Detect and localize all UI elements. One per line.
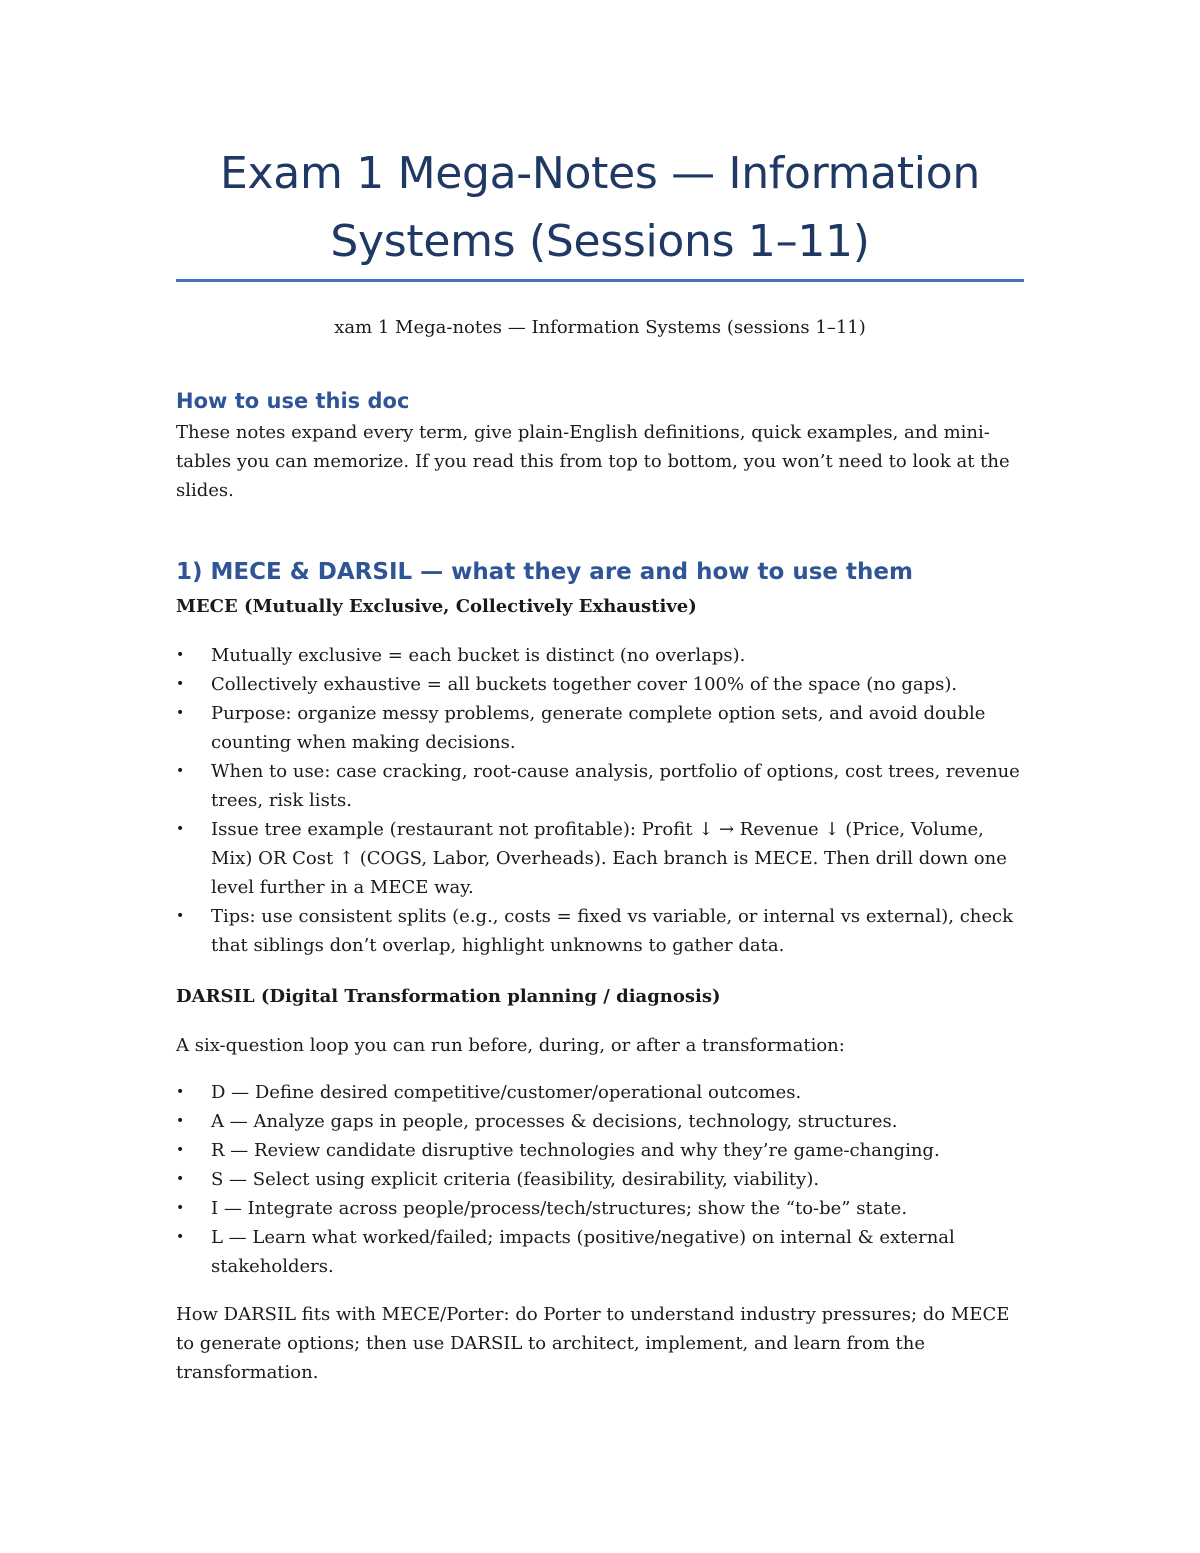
list-item: • Issue tree example (restaurant not profitable): Profit ↓ → Revenue ↓ (Price, Volume, Mix) OR Cost ↑ (COGS, Labor, Overheads). Each branch is MECE. Then drill down one level further in a MECE way. <box>176 815 1024 902</box>
list-item: • Purpose: organize messy problems, generate complete option sets, and avoid double counting when making decisions. <box>176 699 1024 757</box>
bullet-icon: • <box>176 1229 185 1245</box>
bullet-icon: • <box>176 705 185 721</box>
bullet-icon: • <box>176 908 185 924</box>
mece-subheading: MECE (Mutually Exclusive, Collectively Exhaustive) <box>176 596 697 617</box>
document-title <box>176 140 1024 276</box>
list-item: • Mutually exclusive = each bucket is distinct (no overlaps). <box>176 641 1024 670</box>
list-item: • R — Review candidate disruptive technologies and why they’re game-changing. <box>176 1136 1024 1165</box>
bullet-icon: • <box>176 1142 185 1158</box>
section-1-heading: 1) MECE & DARSIL — what they are and how to use them <box>176 559 913 585</box>
darsil-intro-paragraph: A six-question loop you can run before, during, or after a transformation: <box>176 1035 845 1056</box>
how-to-paragraph: These notes expand every term, give plain-English definitions, quick examples, and mini-tables you can memorize. If you read this from top to bottom, you won’t need to look at the slides. <box>176 422 1010 501</box>
darsil-fit-paragraph: How DARSIL fits with MECE/Porter: do Porter to understand industry pressures; do MECE to generate options; then use DARSIL to architect, implement, and learn from the transformation. <box>176 1304 1010 1383</box>
title-underline-divider <box>176 279 1024 282</box>
title-line-2: Systems (Sessions 1–11) <box>330 216 870 267</box>
darsil-bullet-list <box>176 1078 1024 1281</box>
bullet-icon: • <box>176 1084 185 1100</box>
darsil-subheading: DARSIL (Digital Transformation planning / diagnosis) <box>176 986 721 1007</box>
document-subtitle: xam 1 Mega-notes — Information Systems (sessions 1–11) <box>334 317 866 338</box>
list-item: • D — Define desired competitive/customer/operational outcomes. <box>176 1078 1024 1107</box>
bullet-icon: • <box>176 1171 185 1187</box>
list-item: • I — Integrate across people/process/tech/structures; show the “to-be” state. <box>176 1194 1024 1223</box>
title-line-1: Exam 1 Mega-Notes — Information <box>220 148 980 199</box>
list-item: • Tips: use consistent splits (e.g., costs = fixed vs variable, or internal vs external), check that siblings don’t overlap, highlight unknowns to gather data. <box>176 902 1024 960</box>
bullet-icon: • <box>176 1200 185 1216</box>
bullet-icon: • <box>176 821 185 837</box>
list-item: • L — Learn what worked/failed; impacts (positive/negative) on internal & external stakeholders. <box>176 1223 1024 1281</box>
mece-bullet-list <box>176 641 1024 960</box>
list-item: • A — Analyze gaps in people, processes & decisions, technology, structures. <box>176 1107 1024 1136</box>
how-to-heading: How to use this doc <box>176 389 410 413</box>
list-item: • S — Select using explicit criteria (feasibility, desirability, viability). <box>176 1165 1024 1194</box>
bullet-icon: • <box>176 1113 185 1129</box>
bullet-icon: • <box>176 763 185 779</box>
document-page <box>176 140 1024 1387</box>
bullet-icon: • <box>176 676 185 692</box>
bullet-icon: • <box>176 647 185 663</box>
list-item: • Collectively exhaustive = all buckets together cover 100% of the space (no gaps). <box>176 670 1024 699</box>
list-item: • When to use: case cracking, root-cause analysis, portfolio of options, cost trees, revenue trees, risk lists. <box>176 757 1024 815</box>
